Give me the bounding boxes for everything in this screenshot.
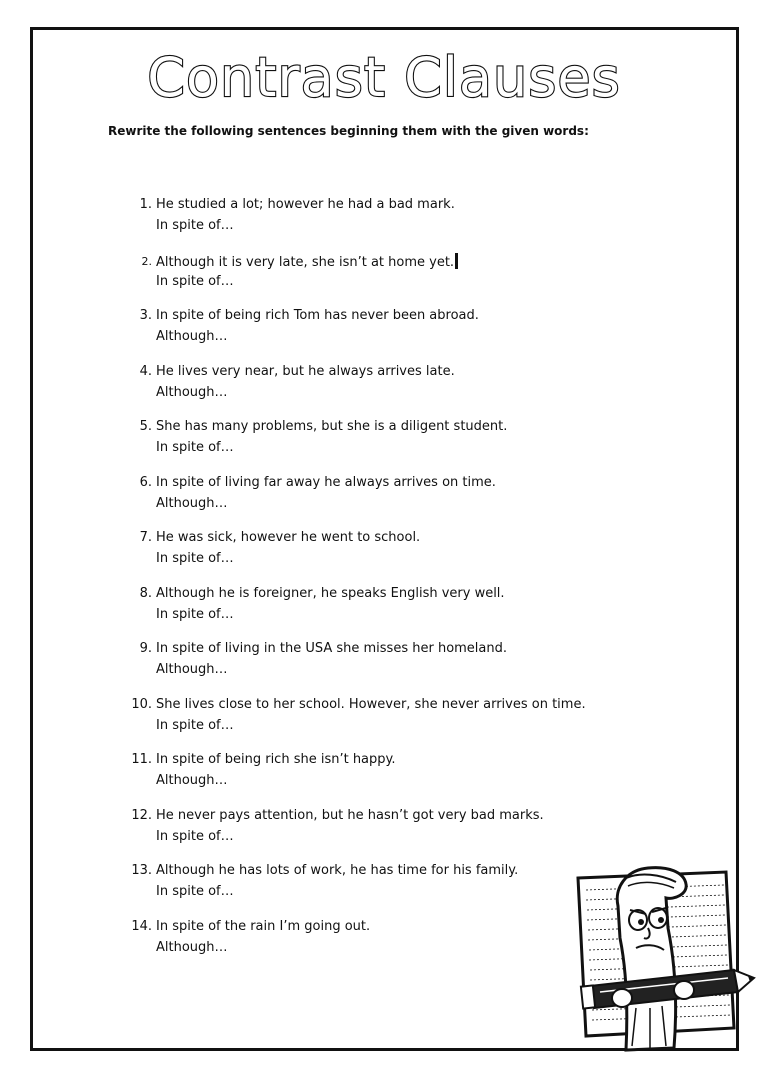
- item-number: 13.: [131, 863, 152, 878]
- item-number: 3.: [139, 308, 152, 323]
- item-sentence: In spite of living in the USA she misses her homeland.: [156, 641, 508, 656]
- instructions: Rewrite the following sentences beginning them with the given words:: [108, 124, 589, 138]
- item-starter: In spite of…: [156, 606, 234, 622]
- item-number: 8.: [139, 585, 152, 601]
- item-sentence: He lives very near, but he always arrives late.: [156, 363, 455, 379]
- item-starter: In spite of…: [156, 218, 234, 233]
- item-sentence: In spite of the rain I’m going out.: [156, 918, 371, 934]
- item-number: 2.: [141, 254, 152, 268]
- scroll-character-with-pencil-icon: [556, 858, 766, 1058]
- text-cursor-mark: [455, 253, 458, 269]
- list-item: [120, 308, 640, 364]
- list-item: [120, 364, 640, 420]
- list-item: [120, 641, 640, 697]
- item-number: 6.: [139, 474, 152, 490]
- list-item: [120, 697, 640, 753]
- list-item: [120, 530, 640, 586]
- item-sentence: He was sick, however he went to school.: [156, 530, 421, 545]
- item-starter: In spite of…: [156, 717, 234, 733]
- item-starter: In spite of…: [156, 884, 234, 899]
- item-sentence: He studied a lot; however he had a bad mark.: [156, 197, 455, 212]
- left-hand-icon: [612, 989, 632, 1007]
- item-starter: In spite of…: [156, 551, 234, 566]
- item-number: 14.: [131, 918, 152, 934]
- item-starter: Although…: [156, 384, 228, 400]
- item-starter: Although…: [156, 773, 228, 788]
- item-number: 9.: [139, 641, 152, 656]
- item-sentence-wrap: [156, 253, 458, 270]
- list-item: [120, 419, 640, 475]
- item-sentence: In spite of living far away he always arrives on time.: [156, 474, 496, 490]
- item-number: 10.: [131, 696, 152, 712]
- list-item: [120, 197, 640, 253]
- item-number: 7.: [139, 530, 152, 545]
- item-starter: Although…: [156, 329, 228, 344]
- item-starter: Although…: [156, 939, 228, 955]
- item-number: 1.: [139, 197, 152, 212]
- item-starter: Although…: [156, 495, 228, 511]
- item-sentence: In spite of being rich Tom has never been abroad.: [156, 308, 479, 323]
- list-item: [120, 475, 640, 531]
- item-number: 4.: [139, 363, 152, 379]
- page-title: Contrast Clauses: [147, 46, 621, 109]
- item-number: 5.: [139, 419, 152, 434]
- item-starter: In spite of…: [156, 273, 234, 289]
- list-item: [120, 253, 640, 309]
- list-item: [120, 586, 640, 642]
- item-sentence: In spite of being rich she isn’t happy.: [156, 752, 396, 767]
- item-sentence: She lives close to her school. However, she never arrives on time.: [156, 696, 586, 712]
- item-starter: In spite of…: [156, 828, 234, 844]
- item-starter: In spite of…: [156, 440, 234, 455]
- list-item: [120, 808, 640, 864]
- item-sentence: Although he is foreigner, he speaks English very well.: [156, 585, 505, 601]
- item-starter: Although…: [156, 662, 228, 677]
- item-sentence: Although he has lots of work, he has time for his family.: [156, 863, 519, 878]
- item-sentence: Although it is very late, she isn’t at home yet.: [156, 254, 455, 270]
- list-item: [120, 752, 640, 808]
- item-sentence: He never pays attention, but he hasn’t got very bad marks.: [156, 807, 544, 823]
- right-hand-icon: [674, 981, 694, 999]
- item-sentence: She has many problems, but she is a diligent student.: [156, 419, 508, 434]
- item-number: 11.: [131, 752, 152, 767]
- item-number: 12.: [131, 807, 152, 823]
